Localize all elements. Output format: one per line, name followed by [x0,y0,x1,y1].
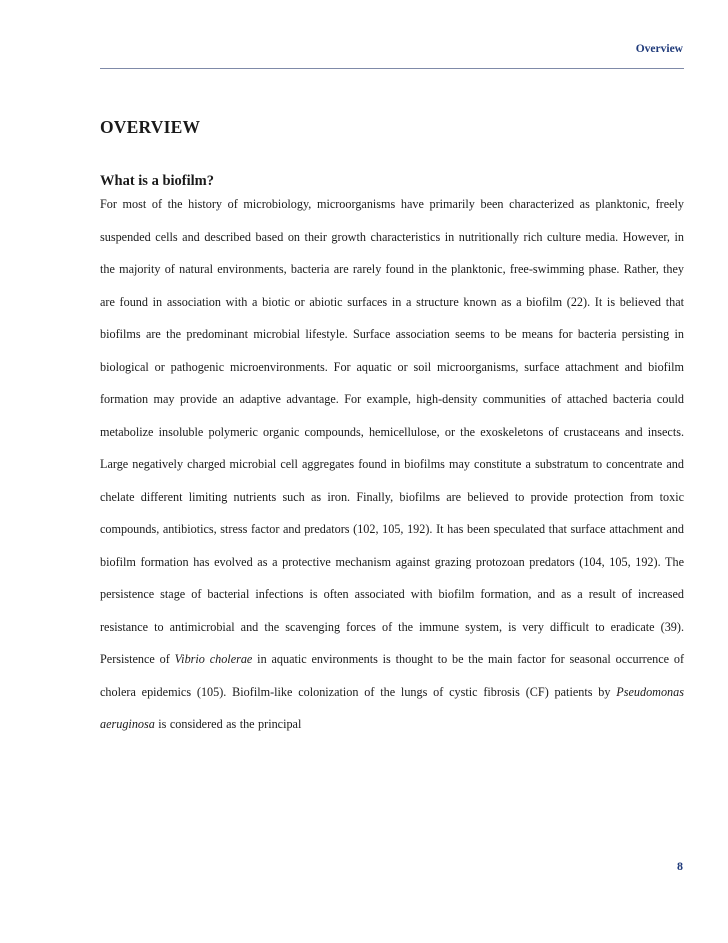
running-header: Overview [635,43,683,55]
header-rule [100,68,684,69]
paragraph-text: For most of the history of microbiology, microorganisms have primarily been characterized as planktonic, freely suspended cells and described based on their growth characteristics in nutritionally rich culture media. However, in the majority of natural environments, bacteria are rarely found in the planktonic, free-swimming phase. Rather, they are found in association with a biotic or abiotic surfaces in a structure known as a biofilm (22). It is believed that biofilms are the predominant microbial lifestyle. Surface association seems to be means for bacteria persisting in biological or pathogenic microenvironments. For aquatic or soil microorganisms, surface attachment and biofilm formation may provide an adaptive advantage. For example, high-density communities of attached bacteria could metabolize insoluble polymeric organic compounds, hemicellulose, or the exoskeletons of crustaceans and insects. Large negatively charged microbial cell aggregates found in biofilms may constitute a substratum to concentrate and chelate different limiting nutrients such as iron. Finally, biofilms are believed to provide protection from toxic compounds, antibiotics, stress factor and predators (102, 105, 192). It has been speculated that surface attachment and biofilm formation has evolved as a protective mechanism against grazing protozoan predators (104, 105, 192). The persistence stage of bacterial infections is often associated with biofilm formation, and as a result of increased resistance to antimicrobial and the scavenging forces of the immune system, is very difficult to eradicate (39). Persistence of [100,197,684,666]
page-number: 8 [677,859,683,873]
body-paragraph [100,188,684,741]
paragraph-text: is considered as the principal [154,717,302,731]
subsection-title: What is a biofilm? [100,173,214,189]
species-name: Pseudomonas aeruginosa [100,684,684,731]
species-name: Vibrio cholerae [174,652,253,666]
section-title: OVERVIEW [100,117,201,137]
paragraph-text: in aquatic environments is thought to be the main factor for seasonal occurrence of cholera epidemics (105). Biofilm-like colonization of the lungs of cystic fibrosis (CF) patients by [100,652,685,699]
